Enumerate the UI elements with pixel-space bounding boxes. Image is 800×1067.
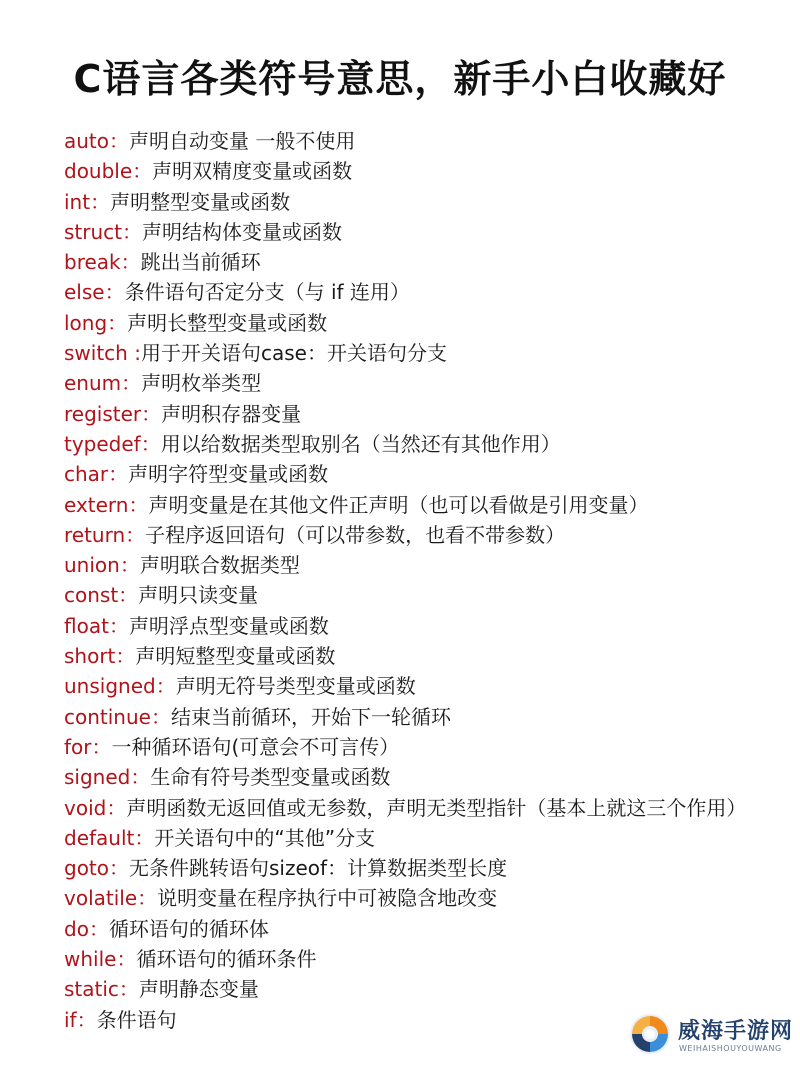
list-item — [64, 308, 784, 338]
keyword-label: typedef — [64, 431, 141, 456]
keyword-separator: ： — [120, 250, 141, 275]
keyword-label: int — [64, 189, 91, 214]
keyword-separator: ： — [109, 129, 130, 153]
keyword-description: 声明长整型变量或函数 — [127, 310, 328, 335]
list-item — [64, 459, 784, 489]
keyword-label: return — [64, 522, 126, 547]
list-item — [64, 550, 784, 580]
keyword-label: signed — [64, 765, 131, 790]
keyword-label: char — [64, 462, 109, 487]
keyword-separator: ： — [130, 765, 151, 790]
keyword-label: do — [64, 916, 89, 941]
list-item — [64, 217, 784, 247]
list-item — [64, 156, 784, 186]
list-item — [64, 914, 784, 944]
keyword-description: 结束当前循环，开始下一轮循环 — [170, 704, 451, 729]
keyword-list — [64, 126, 784, 1035]
keyword-separator: ： — [108, 613, 129, 638]
keyword-description: 条件语句 — [96, 1007, 177, 1032]
keyword-separator: ： — [104, 280, 125, 305]
keyword-description: 声明枚举类型 — [141, 371, 262, 396]
keyword-label: continue — [64, 704, 151, 729]
list-item — [64, 338, 784, 368]
keyword-label: volatile — [64, 886, 138, 911]
list-item — [64, 187, 784, 217]
keyword-description: 循环语句的循环体 — [108, 916, 269, 941]
keyword-description: 用以给数据类型取别名（当然还有其他作用） — [160, 431, 561, 456]
list-item — [64, 368, 784, 398]
list-item — [64, 671, 784, 701]
keyword-description: 声明短整型变量或函数 — [135, 644, 336, 669]
keyword-description: 声明变量是在其他文件正声明（也可以看做是引用变量） — [148, 492, 649, 517]
keyword-description: 跳出当前循环 — [140, 250, 261, 275]
keyword-description: 一种循环语句(可意会不可言传） — [111, 734, 400, 759]
keyword-description: 声明整型变量或函数 — [110, 189, 291, 214]
watermark-subtitle: WEIHAISHOUYOUWANG — [679, 1044, 782, 1053]
keyword-label: void — [64, 795, 107, 820]
keyword-description: 子程序返回语句（可以带参数，也看不带参数） — [145, 522, 566, 547]
list-item — [64, 793, 784, 823]
keyword-description: 条件语句否定分支（与 if 连用） — [124, 280, 410, 305]
keyword-separator: ： — [106, 795, 127, 820]
list-item — [64, 641, 784, 671]
list-item — [64, 580, 784, 610]
list-item — [64, 762, 784, 792]
list-item — [64, 732, 784, 762]
keyword-description: 声明结构体变量或函数 — [142, 219, 342, 244]
keyword-label: const — [64, 583, 119, 608]
keyword-description: 声明静态变量 — [138, 977, 259, 1002]
keyword-description: 声明无符号类型变量或函数 — [175, 674, 416, 699]
keyword-label: short — [64, 644, 116, 669]
swirl-logo-icon — [628, 1012, 672, 1056]
keyword-separator: ： — [108, 462, 129, 487]
keyword-label: struct — [64, 219, 122, 244]
list-item — [64, 399, 784, 429]
keyword-separator: ： — [150, 704, 171, 729]
keyword-label: else — [64, 280, 105, 305]
list-item — [64, 611, 784, 641]
keyword-label: float — [64, 613, 109, 638]
keyword-description: 声明只读变量 — [138, 583, 259, 608]
keyword-separator: ： — [107, 310, 128, 335]
keyword-label: break — [64, 250, 121, 275]
keyword-separator: ： — [91, 734, 112, 759]
keyword-label: switch — [64, 341, 128, 366]
keyword-label: for — [64, 734, 92, 759]
keyword-separator: ： — [128, 492, 149, 517]
keyword-separator: ： — [115, 644, 136, 669]
keyword-label: while — [64, 947, 117, 972]
list-item — [64, 247, 784, 277]
watermark-name: 威海手游网 — [678, 1019, 794, 1044]
list-item — [64, 853, 784, 883]
list-item — [64, 520, 784, 550]
list-item — [64, 974, 784, 1004]
keyword-separator: ： — [118, 977, 139, 1002]
keyword-description: 开关语句中的“其他”分支 — [154, 825, 376, 850]
keyword-label: static — [64, 977, 119, 1002]
list-item — [64, 944, 784, 974]
keyword-label: register — [64, 401, 142, 426]
keyword-description: 无条件跳转语句sizeof：计算数据类型长度 — [129, 856, 508, 881]
keyword-separator: ： — [141, 401, 162, 426]
list-item — [64, 429, 784, 459]
keyword-label: enum — [64, 371, 122, 396]
keyword-label: auto — [64, 129, 110, 153]
keyword-description: 声明函数无返回值或无参数，声明无类型指针（基本上就这三个作用） — [126, 795, 747, 820]
keyword-description: 用于开关语句case：开关语句分支 — [140, 341, 447, 366]
keyword-label: if — [64, 1007, 77, 1032]
keyword-separator: ： — [118, 583, 139, 608]
keyword-label: long — [64, 310, 108, 335]
keyword-separator: ： — [109, 856, 130, 881]
keyword-separator: ： — [76, 1007, 97, 1032]
list-item — [64, 126, 784, 156]
keyword-description: 声明浮点型变量或函数 — [128, 613, 329, 638]
keyword-separator: ： — [137, 886, 158, 911]
keyword-description: 生命有符号类型变量或函数 — [150, 765, 391, 790]
keyword-description: 声明联合数据类型 — [139, 553, 300, 578]
keyword-separator: ： — [90, 189, 111, 214]
keyword-separator: ： — [134, 825, 155, 850]
keyword-separator: ： — [125, 522, 146, 547]
keyword-label: default — [64, 825, 135, 850]
page-title: C语言各类符号意思，新手小白收藏好 — [73, 57, 727, 101]
keyword-label: union — [64, 553, 120, 578]
list-item — [64, 883, 784, 913]
keyword-separator: ： — [140, 431, 161, 456]
keyword-separator: ： — [119, 553, 140, 578]
keyword-separator: ： — [155, 674, 176, 699]
keyword-description: 声明积存器变量 — [161, 401, 302, 426]
watermark-logo — [628, 1010, 798, 1060]
list-item — [64, 277, 784, 307]
keyword-separator: ： — [121, 371, 142, 396]
keyword-label: unsigned — [64, 674, 156, 699]
keyword-separator: ： — [122, 219, 142, 244]
keyword-label: extern — [64, 492, 129, 517]
keyword-description: 循环语句的循环条件 — [136, 947, 317, 972]
keyword-label: goto — [64, 856, 110, 881]
keyword-label: double — [64, 159, 133, 184]
keyword-separator: ： — [116, 947, 137, 972]
keyword-description: 声明字符型变量或函数 — [128, 462, 329, 487]
list-item — [64, 490, 784, 520]
keyword-description: 说明变量在程序执行中可被隐含地改变 — [157, 886, 498, 911]
keyword-separator: ： — [132, 159, 153, 184]
keyword-description: 声明双精度变量或函数 — [152, 159, 353, 184]
keyword-description: 声明自动变量 一般不使用 — [129, 129, 356, 153]
keyword-separator: ： — [88, 916, 109, 941]
list-item — [64, 702, 784, 732]
list-item — [64, 823, 784, 853]
keyword-separator: : — [127, 341, 141, 366]
